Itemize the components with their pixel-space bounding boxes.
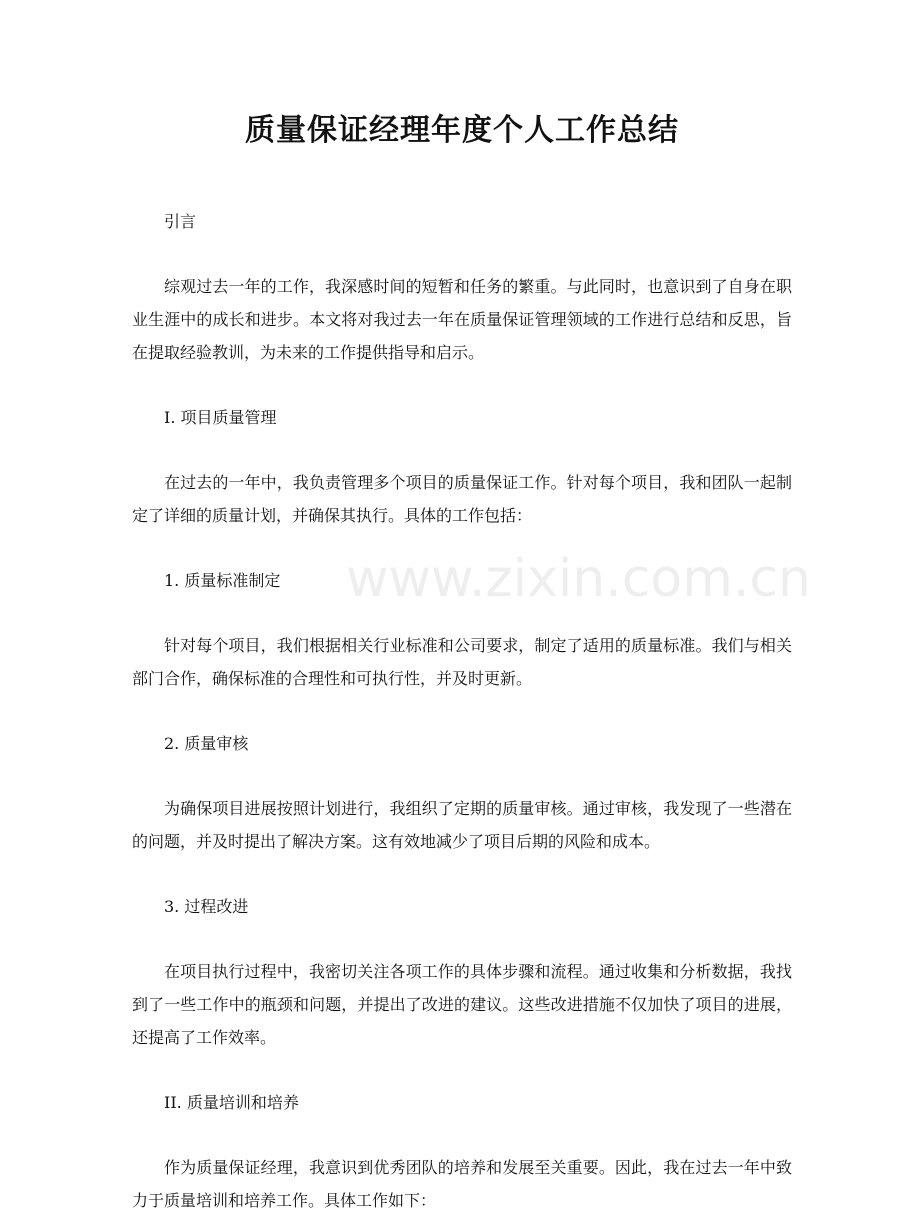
subheading-quality-audit: 2. 质量审核 [164,734,249,753]
subheading-process-improvement: 3. 过程改进 [164,897,249,916]
section-heading-training: II. 质量培训和培养 [164,1093,299,1112]
document-title: 质量保证经理年度个人工作总结 [245,113,679,148]
paragraph-intro: 综观过去一年的工作，我深感时间的短暂和任务的繁重。与此同时，也意识到了自身在职业生涯中的成长和进步。本文将对我过去一年在质量保证管理领域的工作进行总结和反思，旨在提取经验教训，为未来的工作提供指导和启示。 [132,277,792,362]
paragraph-quality-standards: 针对每个项目，我们根据相关行业标准和公司要求，制定了适用的质量标准。我们与相关部门合作，确保标准的合理性和可执行性，并及时更新。 [132,636,792,688]
watermark: www.zixin.com.cn [346,549,811,609]
paragraph-process-improvement: 在项目执行过程中，我密切关注各项工作的具体步骤和流程。通过收集和分析数据，我找到了一些工作中的瓶颈和问题，并提出了改进的建议。这些改进措施不仅加快了项目的进展，还提高了工作效率。 [132,962,792,1047]
paragraph-project-quality: 在过去的一年中，我负责管理多个项目的质量保证工作。针对每个项目，我和团队一起制定了详细的质量计划，并确保其执行。具体的工作包括： [132,473,792,525]
paragraph-quality-audit: 为确保项目进展按照计划进行，我组织了定期的质量审核。通过审核，我发现了一些潜在的问题，并及时提出了解决方案。这有效地减少了项目后期的风险和成本。 [132,799,792,851]
paragraph-training: 作为质量保证经理，我意识到优秀团队的培养和发展至关重要。因此，我在过去一年中致力于质量培训和培养工作。具体工作如下： [132,1158,792,1210]
section-heading-intro: 引言 [164,212,197,231]
section-heading-project-quality: I. 项目质量管理 [164,408,277,427]
subheading-quality-standards: 1. 质量标准制定 [164,571,281,590]
